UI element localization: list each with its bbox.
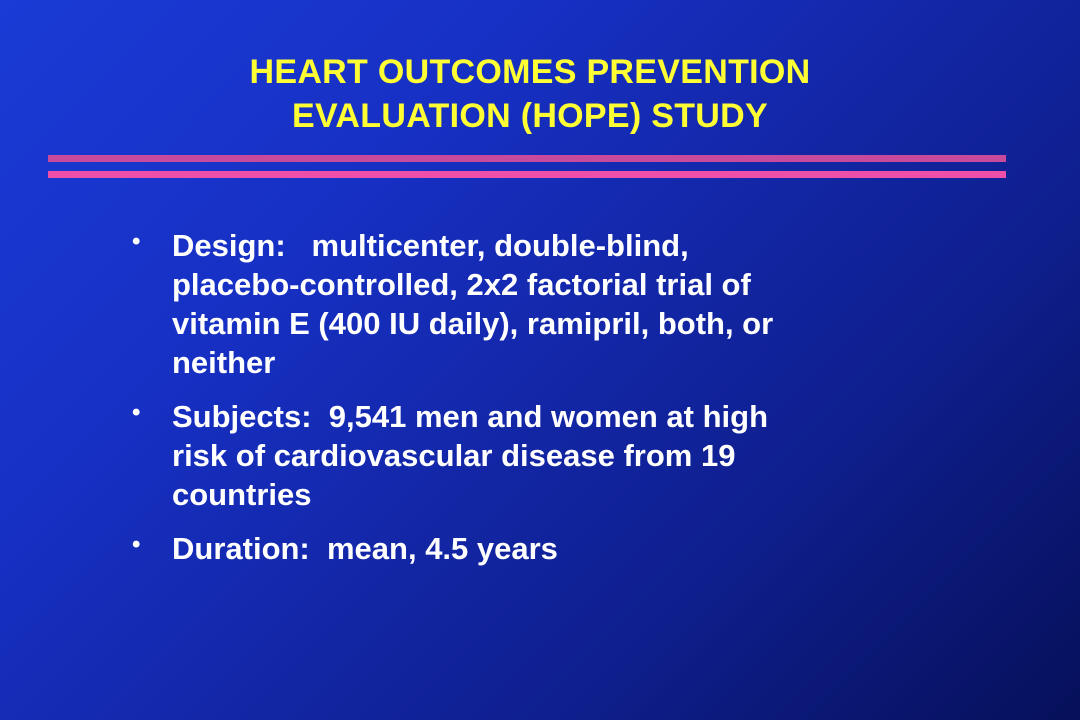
- bullet-item-duration: [130, 529, 970, 568]
- bullet-dot-icon: •: [132, 228, 141, 255]
- title-divider-bottom: [48, 171, 1006, 178]
- bullet-text: Duration: mean, 4.5 years: [172, 531, 558, 566]
- bullet-dot-icon: •: [132, 399, 141, 426]
- bullet-item-subjects: [130, 397, 970, 514]
- bullet-text: Design: multicenter, double-blind, placebo-controlled, 2x2 factorial trial of vitamin E (400 IU daily), ramipril, both, or neither: [172, 228, 774, 380]
- slide-title-line-2: EVALUATION (HOPE) STUDY: [292, 97, 768, 135]
- bullet-item-design: [130, 226, 970, 382]
- bullet-text: Subjects: 9,541 men and women at high risk of cardiovascular disease from 19 countries: [172, 399, 769, 512]
- slide-title: [0, 50, 1060, 138]
- bullet-list: [130, 226, 970, 583]
- slide-title-line-1: HEART OUTCOMES PREVENTION: [249, 53, 811, 91]
- title-divider-top: [48, 155, 1006, 162]
- bullet-dot-icon: •: [132, 531, 141, 558]
